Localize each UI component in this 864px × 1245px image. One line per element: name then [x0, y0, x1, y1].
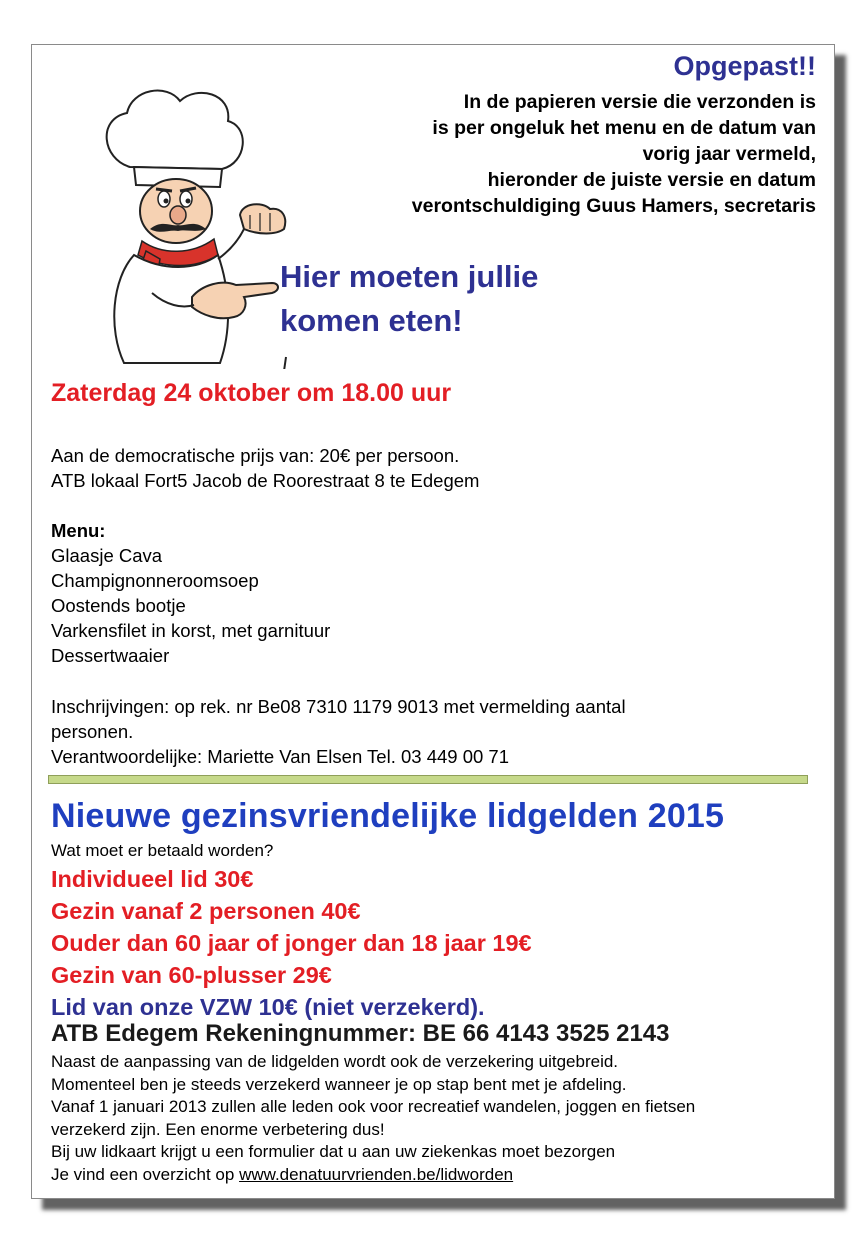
fee-item: Lid van onze VZW 10€ (niet verzekerd). [51, 994, 485, 1020]
membership-title: Nieuwe gezinsvriendelijke lidgelden 2015 [51, 797, 725, 835]
headline [280, 255, 538, 343]
note-line: Vanaf 1 januari 2013 zullen alle leden ook voor recreatief wandelen, joggen en fietsen [51, 1097, 696, 1116]
event-price: Aan de democratische prijs van: 20€ per persoon. [51, 445, 460, 466]
overview-prefix: Je vind een overzicht op [51, 1164, 240, 1184]
registration-line: personen. [51, 721, 134, 742]
overview-line [51, 1164, 695, 1187]
membership-question: Wat moet er betaald worden? [51, 841, 274, 860]
menu-item: Oostends bootje [51, 595, 186, 616]
membership-notes [51, 1051, 695, 1186]
fee-item: Gezin vanaf 2 personen 40€ [51, 898, 361, 924]
warning-line: is per ongeluk het menu en de datum van [432, 117, 816, 139]
headline-line: Hier moeten jullie [280, 259, 539, 294]
warning-notice [412, 89, 816, 219]
warning-line: hieronder de juiste versie en datum [487, 169, 816, 191]
membership-fees [51, 863, 532, 1023]
event-date: Zaterdag 24 oktober om 18.00 uur [51, 379, 452, 407]
chef-illustration [72, 79, 302, 369]
menu-title: Menu: [51, 520, 106, 541]
section-divider [48, 775, 808, 784]
event-details [51, 443, 479, 493]
menu-item: Champignonneroomsoep [51, 570, 259, 591]
note-line: Bij uw lidkaart krijgt u een formulier dat u aan uw ziekenkas moet bezorgen [51, 1142, 616, 1161]
warning-line: vorig jaar vermeld, [642, 143, 816, 165]
fee-item: Ouder dan 60 jaar of jonger dan 18 jaar 19€ [51, 930, 532, 956]
note-line: verzekerd zijn. Een enorme verbetering dus! [51, 1119, 385, 1139]
event-location: ATB lokaal Fort5 Jacob de Roorestraat 8 te Edegem [51, 470, 480, 491]
registration-contact: Verantwoordelijke: Mariette Van Elsen Tel. 03 449 00 71 [51, 746, 509, 767]
fee-item: Gezin van 60-plusser 29€ [51, 962, 332, 988]
menu-section [51, 518, 330, 668]
menu-item: Varkensfilet in korst, met garnituur [51, 620, 331, 641]
note-line: Momenteel ben je steeds verzekerd wanneer je op stap bent met je afdeling. [51, 1074, 627, 1094]
warning-line: verontschuldiging Guus Hamers, secretaris [411, 195, 816, 217]
flyer-page [31, 44, 835, 1199]
note-line: Naast de aanpassing van de lidgelden wordt ook de verzekering uitgebreid. [51, 1052, 619, 1071]
registration-section [51, 694, 626, 769]
warning-title: Opgepast!! [673, 51, 816, 81]
menu-item: Dessertwaaier [51, 645, 170, 666]
fee-item: Individueel lid 30€ [51, 866, 254, 892]
registration-line: Inschrijvingen: op rek. nr Be08 7310 1179 9013 met vermelding aantal [51, 696, 626, 717]
account-number: ATB Edegem Rekeningnummer: BE 66 4143 3525 2143 [51, 1020, 670, 1047]
headline-line: komen eten! [280, 303, 463, 338]
warning-line: In de papieren versie die verzonden is [463, 91, 816, 113]
overview-link[interactable]: www.denatuurvrienden.be/lidworden [239, 1164, 514, 1184]
menu-item: Glaasje Cava [51, 545, 163, 566]
